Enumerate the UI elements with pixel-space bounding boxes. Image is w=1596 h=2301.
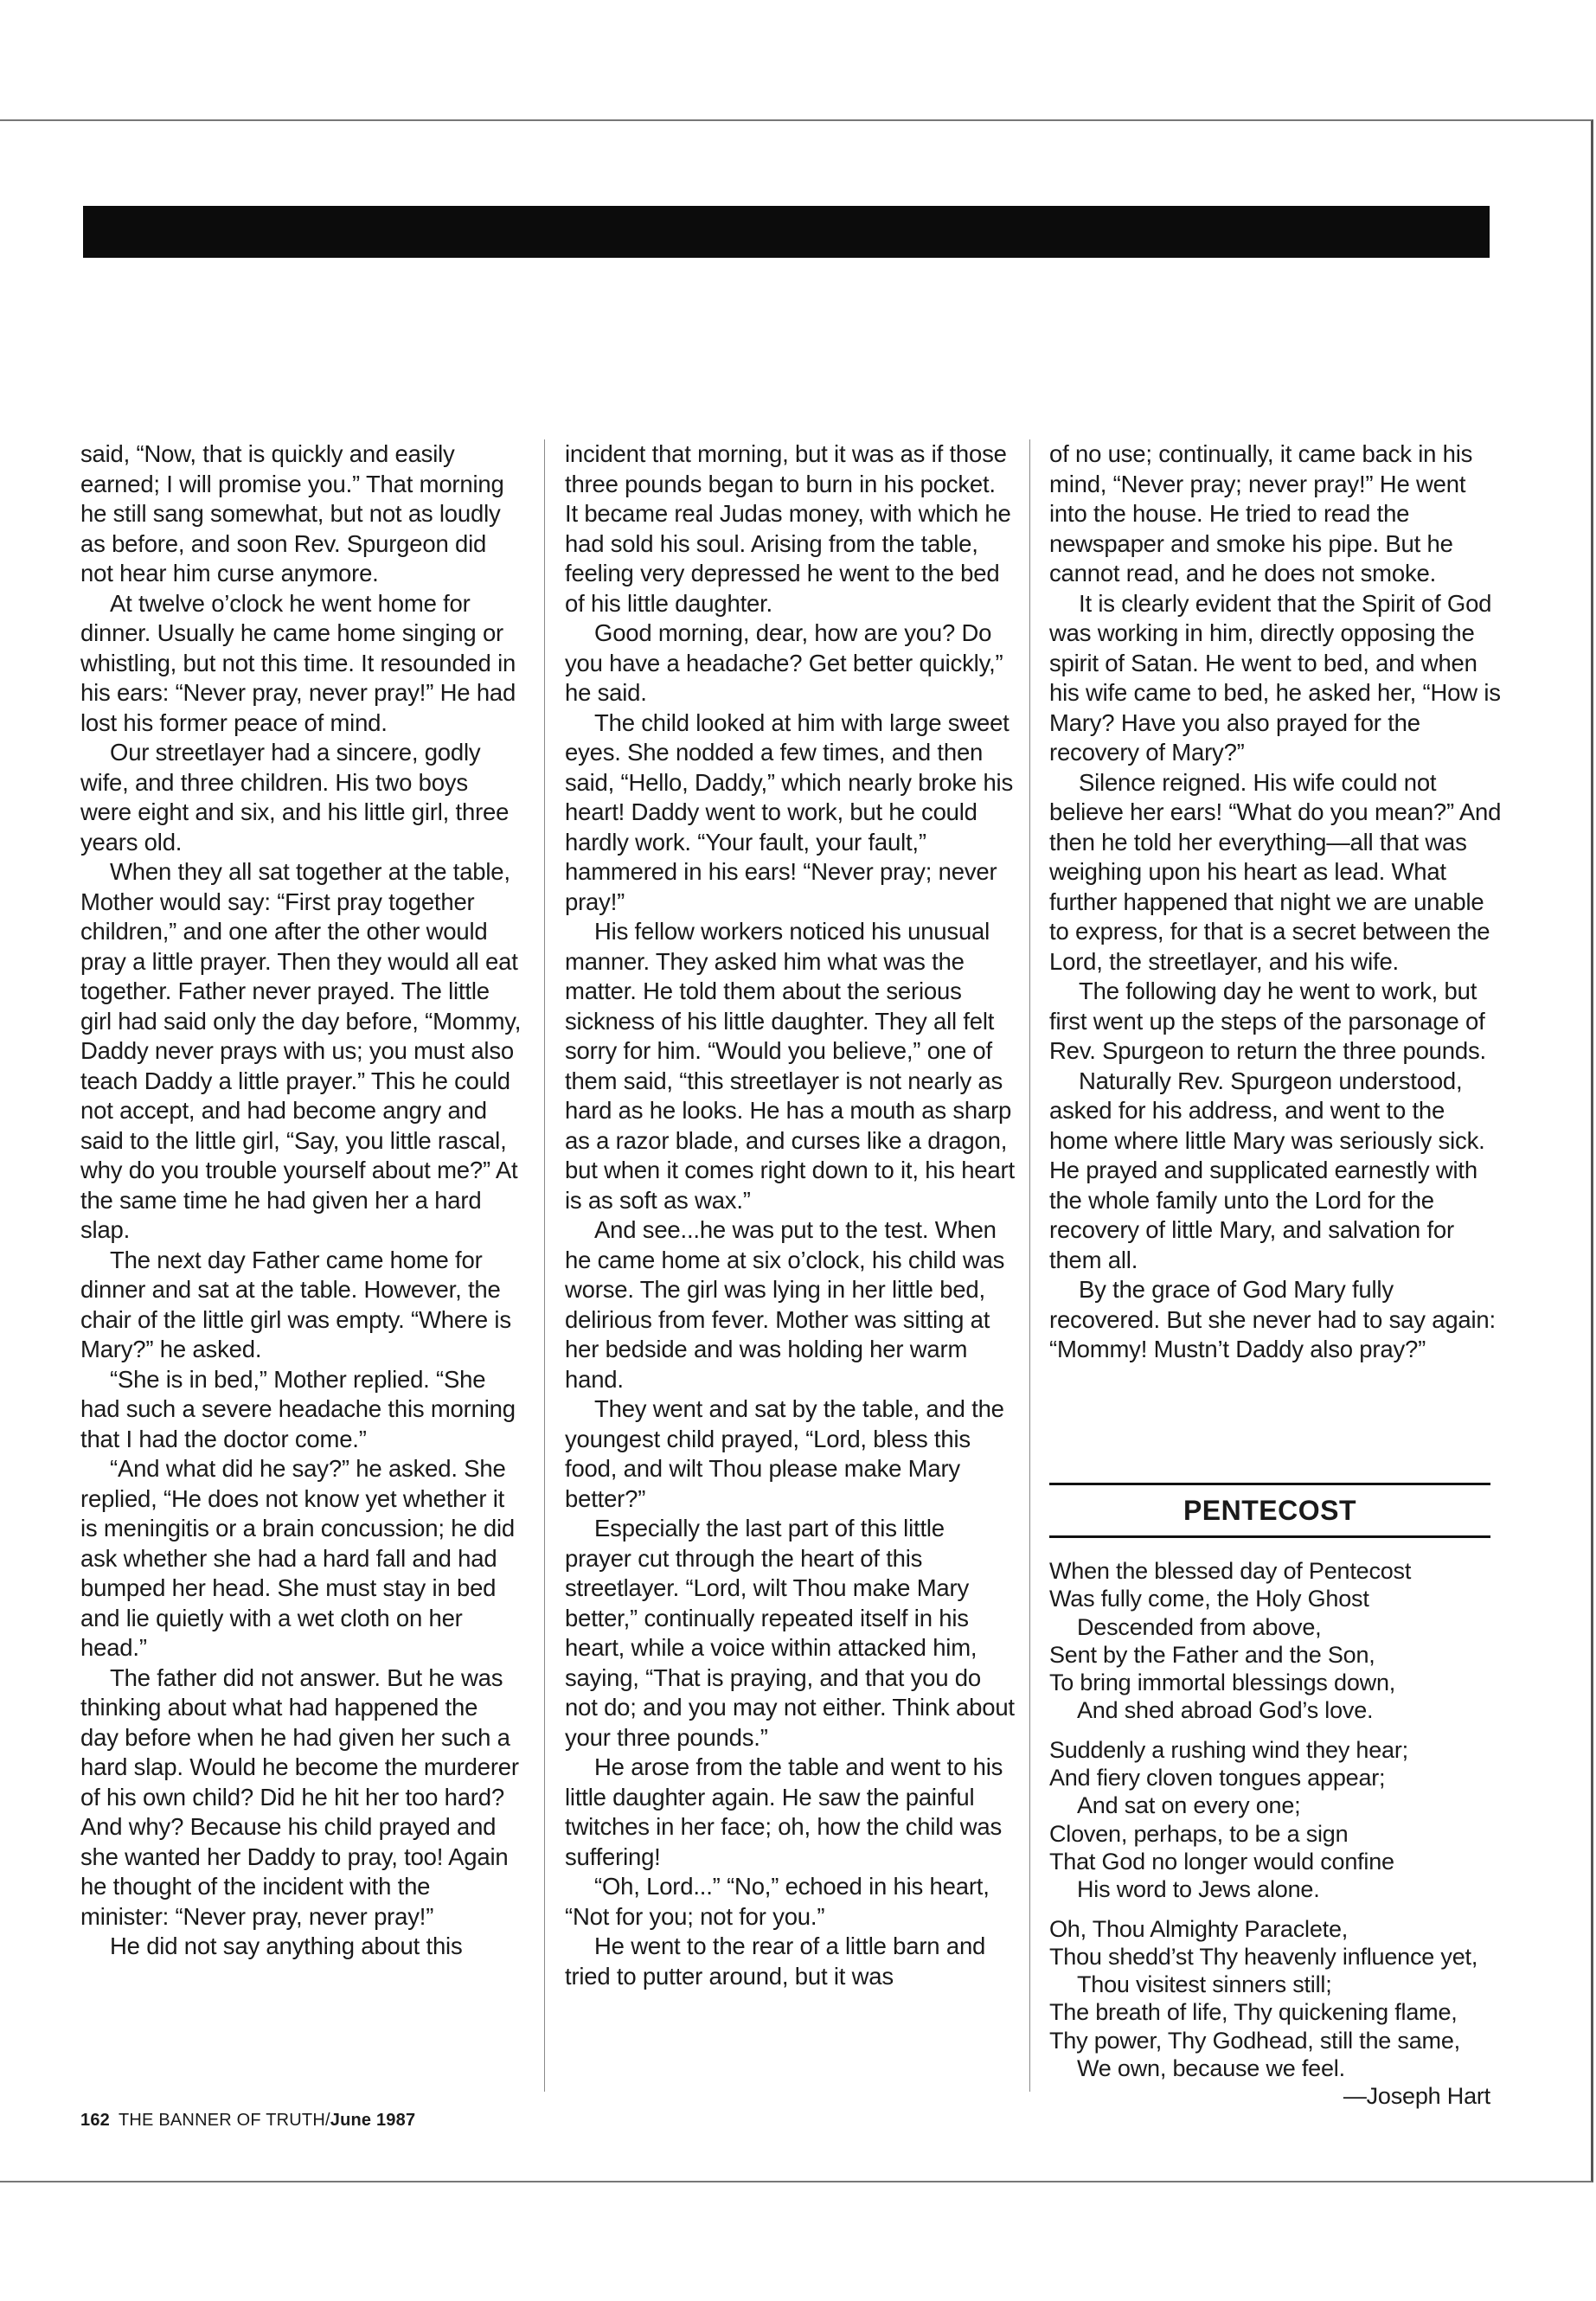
poem-line: Thou visitest sinners still; [1077,1971,1332,1998]
article-column-2 [565,439,1015,1991]
paragraph: When they all sat together at the table, Mother would say: “First pray together children,” and one after the other would pray a little prayer. Then they would all eat together. Father never prayed. The little girl had said only the day before, “Mommy, Daddy never prays with us; you must also teach Daddy a little prayer.” This he could not accept, and had become angry and said to the little girl, “Say, you little rascal, why do you trouble yourself about me?” At the same time he had given her a hard slap. [80,858,522,1243]
paragraph: The next day Father came home for dinner and sat at the table. However, the chair of the little girl was empty. “Where is Mary?” he asked. [80,1246,511,1362]
poem-line: Cloven, perhaps, to be a sign [1049,1820,1349,1847]
paragraph: The following day he went to work, but first went up the steps of the parsonage of Rev. Spurgeon to return the three pounds. [1049,977,1486,1064]
poem [1049,1557,1503,2111]
poem-line: Oh, Thou Almighty Paraclete, [1049,1915,1349,1942]
poem-line: And shed abroad God’s love. [1077,1697,1374,1724]
paragraph: said, “Now, that is quickly and easily earned; I will promise you.” That morning he still sang somewhat, but not as loudly as before, and soon Rev. Spurgeon did not hear him curse anymore. [80,440,504,586]
paragraph: He arose from the table and went to his little daughter again. He saw the painful twitches in her face; oh, how the child was suffering! [565,1753,1003,1870]
issue-date: June 1987 [330,2111,416,2130]
poem-line: To bring immortal blessings down, [1049,1670,1396,1696]
poem-title: PENTECOST [1049,1483,1490,1538]
column-rule [1029,439,1030,2092]
paragraph: They went and sat by the table, and the youngest child prayed, “Lord, bless this food, and wilt Thou please make Mary better?” [565,1395,1004,1512]
page-number: 162 [80,2111,110,2130]
page-footer [80,2111,415,2131]
header-bar [83,206,1490,258]
publication-name: THE BANNER OF TRUTH/ [118,2111,330,2130]
poem-line: Was fully come, the Holy Ghost [1049,1586,1369,1612]
paragraph: “Oh, Lord...” “No,” echoed in his heart, “Not for you; not for you.” [565,1873,990,1930]
column-rule [544,439,545,2092]
paragraph: of no use; continually, it came back in his mind, “Never pray; never pray!” He went into the house. He tried to read the newspaper and smoke his pipe. But he cannot read, and he does not smoke. [1049,440,1473,586]
paragraph: The child looked at him with large sweet eyes. She nodded a few times, and then said, “Hello, Daddy,” which nearly broke his heart! Daddy went to work, but he could hardly work. “Your fault, your fault,” hammered in his ears! “Never pray; never pray!” [565,708,1013,915]
poem-line: Sent by the Father and the Son, [1049,1641,1375,1668]
poem-line: When the blessed day of Pentecost [1049,1558,1412,1584]
paragraph: At twelve o’clock he went home for dinner. Usually he came home singing or whistling, but not this time. It resounded in his ears: “Never pray, never pray!” He had lost his former peace of mind. [80,589,516,736]
paragraph: Naturally Rev. Spurgeon understood, asked for his address, and went to the home where little Mary was seriously sick. He prayed and supplicated earnestly with the whole family unto the Lord for the recovery of little Mary, and salvation for them all. [1049,1067,1485,1273]
paragraph: By the grace of God Mary fully recovered. But she never had to say again: “Mommy! Mustn’t Daddy also pray?” [1049,1276,1496,1362]
poem-stanza [1049,1557,1503,1725]
paragraph: He did not say anything about this [110,1932,463,1959]
paragraph: Especially the last part of this little prayer cut through the heart of this streetlayer. “Lord, wilt Thou make Mary better,” continually repeated itself in his heart, while a voice within attacked him, saying, “That is praying, and that you do not do; and you may not either. Think about your three pounds.” [565,1515,1015,1751]
poem-line: His word to Jews alone. [1077,1876,1320,1903]
article-column-1 [80,439,522,1962]
poem-line: That God no longer would confine [1049,1848,1394,1875]
paragraph: Silence reigned. His wife could not believe her ears! “What do you mean?” And then he told her everything—all that was weighing upon his heart as lead. What further happened that night we are unable to express, for that is a secret between the Lord, the streetlayer, and his wife. [1049,768,1502,975]
poem-line: And sat on every one; [1077,1792,1301,1819]
poem-line: Thy power, Thy Godhead, still the same, [1049,2027,1460,2054]
paragraph: He went to the rear of a little barn and tried to putter around, but it was [565,1932,986,1990]
poem-line: The breath of life, Thy quickening flame, [1049,1999,1458,2026]
article-column-3 [1049,439,1503,1365]
paragraph: “And what did he say?” he asked. She replied, “He does not know yet whether it is meningitis or a brain concussion; he did ask whether she had a hard fall and had bumped her head. She must stay in bed and lie quietly with a wet cloth on her head.” [80,1455,515,1661]
paragraph: His fellow workers noticed his unusual manner. They asked him what was the matter. He told them about the serious sickness of his little daughter. They all felt sorry for him. “Would you believe,” one of them said, “this streetlayer is not nearly as hard as he looks. He has a mouth as sharp as a razor blade, and curses like a dragon, but when it comes right down to it, his heart is as soft as wax.” [565,918,1015,1214]
paragraph: “She is in bed,” Mother replied. “She had such a severe headache this morning that I had the doctor come.” [80,1365,516,1452]
poem-line: We own, because we feel. [1077,2055,1345,2082]
poem-line: Thou shedd’st Thy heavenly influence yet, [1049,1943,1478,1970]
paragraph: And see...he was put to the test. When he came home at six o’clock, his child was worse. The girl was lying in her little bed, delirious from fever. Mother was sitting at her bedside and was holding her warm hand. [565,1216,1005,1393]
poem-author: —Joseph Hart [1343,2083,1490,2110]
poem-stanza [1049,1736,1503,1904]
poem-line: Suddenly a rushing wind they hear; [1049,1736,1408,1763]
poem-line: Descended from above, [1077,1613,1322,1640]
poem-stanza [1049,1915,1503,2083]
paragraph: Good morning, dear, how are you? Do you have a headache? Get better quickly,” he said. [565,619,1003,706]
paragraph: incident that morning, but it was as if those three pounds began to burn in his pocket. It became real Judas money, with which he had sold his soul. Arising from the table, feeling very depressed he went to the bed of his little daughter. [565,440,1011,617]
paragraph: It is clearly evident that the Spirit of God was working in him, directly opposing the spirit of Satan. He went to bed, and when his wife came to bed, he asked her, “How is Mary? Have you also prayed for the recovery of Mary?” [1049,589,1501,766]
paragraph: Our streetlayer had a sincere, godly wife, and three children. His two boys were eight and six, and his little girl, three years old. [80,739,510,856]
paragraph: The father did not answer. But he was thinking about what had happened the day before when he had given her such a hard slap. Would he become the murderer of his own child? Did he hit her too hard? And why? Because his child prayed and she wanted her Daddy to pray, too! Again he thought of the incident with the minister: “Never pray, never pray!” [80,1663,519,1930]
poem-line: And fiery cloven tongues appear; [1049,1765,1386,1791]
